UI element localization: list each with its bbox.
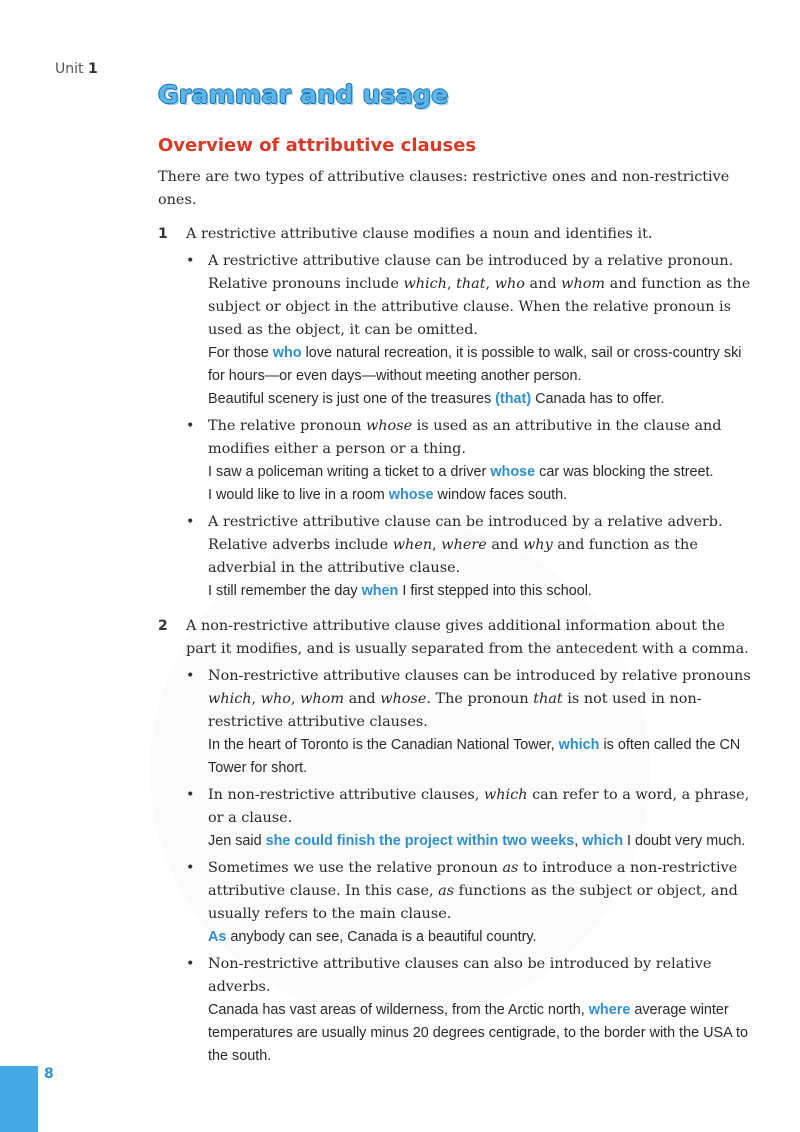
italic-term: which bbox=[483, 787, 528, 803]
text-run: average winter temperatures are usually minus 20 degrees centigrade, to the border with the USA to the south. bbox=[208, 1002, 748, 1064]
page-title: Grammar and usage bbox=[158, 80, 449, 109]
text-run: I would like to live in a room bbox=[208, 487, 389, 503]
section-text: A restrictive attributive clause modifies a noun and identifies it. bbox=[186, 226, 653, 242]
text-run: Jen said bbox=[208, 833, 266, 849]
example-sentence bbox=[208, 342, 758, 388]
rule-text bbox=[208, 250, 758, 342]
text-run: I first stepped into this school. bbox=[398, 583, 592, 599]
text-run: anybody can see, Canada is a beautiful country. bbox=[226, 929, 537, 945]
text-run: window faces south. bbox=[433, 487, 568, 503]
italic-term: that bbox=[533, 691, 563, 707]
text-run: , bbox=[574, 833, 583, 849]
text-run: and function as the adverbial in the attributive clause. bbox=[208, 537, 698, 576]
example-sentence bbox=[208, 484, 758, 507]
italic-term: whose bbox=[365, 418, 413, 434]
bullet-list bbox=[186, 665, 758, 1068]
bullet-item bbox=[186, 511, 758, 603]
text-run: and bbox=[486, 537, 523, 553]
section-text: A non-restrictive attributive clause gives additional information about the part it modifies, and is usually separated from the antecedent with a comma. bbox=[186, 618, 749, 657]
example-sentence bbox=[208, 999, 758, 1068]
unit-label bbox=[55, 61, 98, 77]
bullet-item bbox=[186, 784, 758, 853]
section-number: 1 bbox=[158, 226, 168, 242]
highlight-word: when bbox=[361, 583, 399, 599]
example-sentence bbox=[208, 461, 758, 484]
text-run: A restrictive attributive clause can be introduced by a relative pronoun. Relative pronouns include bbox=[208, 253, 734, 292]
section-number: 2 bbox=[158, 618, 168, 634]
bullet-item bbox=[186, 665, 758, 780]
text-run: and bbox=[524, 276, 562, 292]
text-run: is not used in non-restrictive attributive clauses. bbox=[208, 691, 702, 730]
italic-term: which bbox=[208, 691, 252, 707]
example-sentence bbox=[208, 580, 758, 603]
bullet-item bbox=[186, 857, 758, 949]
text-run: For those bbox=[208, 345, 273, 361]
section-1 bbox=[158, 223, 758, 603]
italic-term: why bbox=[522, 537, 553, 553]
italic-term: where bbox=[441, 537, 487, 553]
text-run: Non-restrictive attributive clauses can also be introduced by relative adverbs. bbox=[208, 956, 712, 995]
text-run: In the heart of Toronto is the Canadian National Tower, bbox=[208, 737, 559, 753]
unit-number: 1 bbox=[87, 61, 98, 77]
rule-text bbox=[208, 953, 758, 999]
italic-term: whose bbox=[380, 691, 427, 707]
section-subtitle: Overview of attributive clauses bbox=[158, 135, 477, 156]
italic-term: who bbox=[260, 691, 291, 707]
sections-container bbox=[158, 223, 758, 1068]
rule-text bbox=[208, 415, 758, 461]
rule-text bbox=[208, 857, 758, 926]
text-run: and function as the subject or object in the attributive clause. When the relative pronoun is used as the object, it can be omitted. bbox=[208, 276, 751, 338]
text-run: can refer to a word, a phrase, or a clause. bbox=[208, 787, 750, 826]
bullet-item bbox=[186, 953, 758, 1068]
italic-term: which bbox=[403, 276, 447, 292]
text-run: Sometimes we use the relative pronoun bbox=[208, 860, 503, 876]
italic-term: whom bbox=[300, 691, 344, 707]
text-run: In non-restrictive attributive clauses, bbox=[208, 787, 484, 803]
text-run: functions as the subject or object, and usually refers to the main clause. bbox=[208, 883, 738, 922]
page-tab bbox=[0, 1066, 38, 1132]
bullet-list bbox=[186, 250, 758, 603]
text-run: Canada has vast areas of wilderness, from the Arctic north, bbox=[208, 1002, 589, 1018]
example-sentence bbox=[208, 734, 758, 780]
rule-text bbox=[208, 665, 758, 734]
text-run: , bbox=[432, 537, 442, 553]
text-run: I still remember the day bbox=[208, 583, 362, 599]
text-run: to introduce a non-restrictive attributive clause. In this case, bbox=[208, 860, 738, 899]
text-run: , bbox=[290, 691, 301, 707]
example-sentence bbox=[208, 926, 758, 949]
highlight-word: where bbox=[588, 1002, 631, 1018]
unit-word: Unit bbox=[55, 61, 84, 77]
bullet-item bbox=[186, 415, 758, 507]
italic-term: as bbox=[438, 883, 455, 899]
text-run: is used as an attributive in the clause and modifies either a person or a thing. bbox=[208, 418, 722, 457]
intro-paragraph: There are two types of attributive clauses: restrictive ones and non-restrictive ones. bbox=[158, 169, 730, 208]
text-run: , bbox=[251, 691, 261, 707]
text-run: love natural recreation, it is possible to walk, sail or cross-country ski for hours—or even days—without meeting another person. bbox=[208, 345, 742, 384]
highlight-word: (that) bbox=[495, 391, 532, 407]
highlight-word: which bbox=[558, 737, 600, 753]
highlight-word: whose bbox=[490, 464, 536, 480]
highlight-word: As bbox=[208, 929, 227, 945]
text-run: I doubt very much. bbox=[623, 833, 746, 849]
text-run: car was blocking the street. bbox=[535, 464, 714, 480]
main-content bbox=[158, 166, 758, 1080]
text-run: I saw a policeman writing a ticket to a driver bbox=[208, 464, 491, 480]
page-number: 8 bbox=[44, 1066, 54, 1082]
text-run: is often called the CN Tower for short. bbox=[208, 737, 741, 776]
highlight-word: who bbox=[272, 345, 302, 361]
rule-text bbox=[208, 511, 758, 580]
text-run: The relative pronoun bbox=[208, 418, 366, 434]
text-run: Non-restrictive attributive clauses can be introduced by relative pronouns bbox=[208, 668, 751, 684]
text-run: , bbox=[446, 276, 457, 292]
rule-text bbox=[208, 784, 758, 830]
highlight-word: which bbox=[582, 833, 624, 849]
text-run: . The pronoun bbox=[426, 691, 534, 707]
section-2 bbox=[158, 615, 758, 1068]
italic-term: whom bbox=[561, 276, 606, 292]
text-run: Canada has to offer. bbox=[531, 391, 665, 407]
bullet-item bbox=[186, 250, 758, 411]
italic-term: when bbox=[392, 537, 433, 553]
text-run: Beautiful scenery is just one of the treasures bbox=[208, 391, 496, 407]
text-run: and bbox=[344, 691, 381, 707]
example-sentence bbox=[208, 388, 758, 411]
italic-term: that bbox=[456, 276, 486, 292]
highlight-word: whose bbox=[388, 487, 434, 503]
highlight-word: she could finish the project within two weeks bbox=[265, 833, 575, 849]
italic-term: as bbox=[502, 860, 519, 876]
example-sentence bbox=[208, 830, 758, 853]
italic-term: who bbox=[494, 276, 525, 292]
text-run: A restrictive attributive clause can be introduced by a relative adverb. Relative adverbs include bbox=[208, 514, 723, 553]
text-run: , bbox=[485, 276, 495, 292]
